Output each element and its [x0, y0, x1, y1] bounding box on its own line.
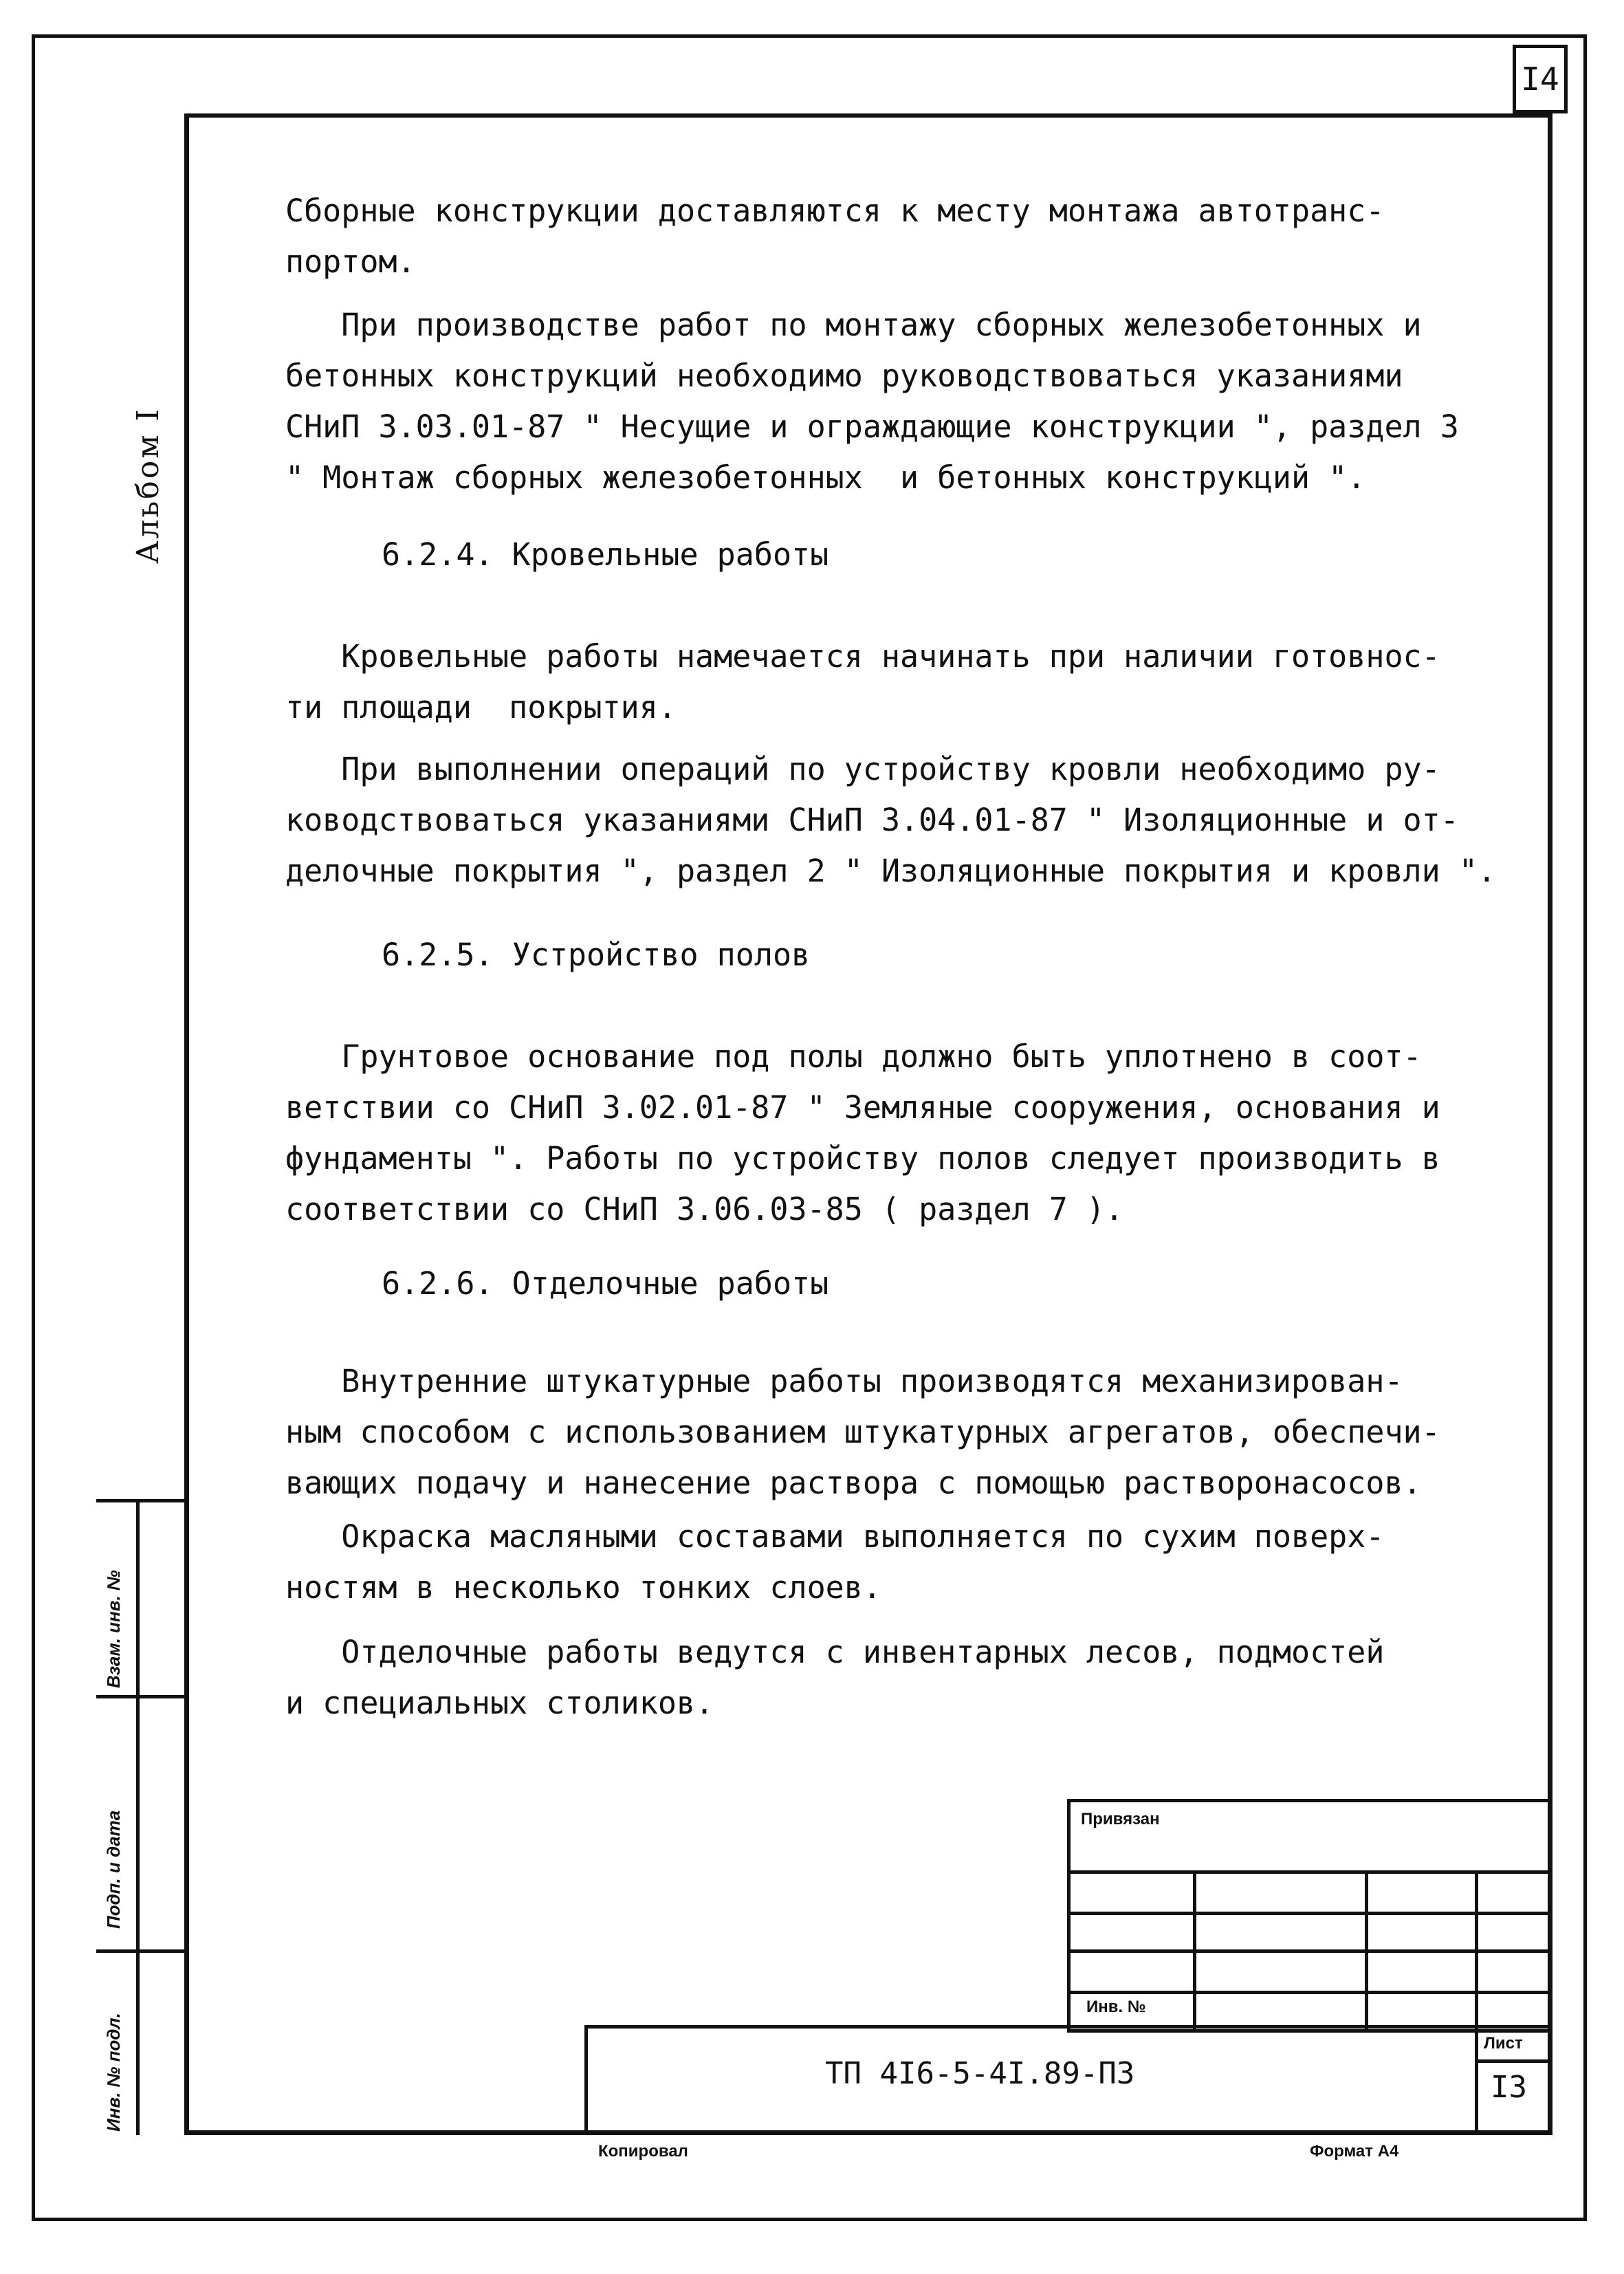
paragraph-1: Сборные конструкции доставляются к месту монтажа автотранс- портом.: [285, 193, 1385, 280]
document-code: ТП 4I6-5-4I.89-ПЗ: [825, 2056, 1135, 2091]
inv-no-label: Инв. №: [1086, 1998, 1146, 2016]
sheet-number-top: I4: [1513, 45, 1568, 113]
list-number: I3: [1491, 2070, 1527, 2105]
privyazan-label: Привязан: [1081, 1810, 1160, 1828]
album-label: Альбом I: [131, 407, 166, 564]
paragraph-5: Грунтовое основание под полы должно быть уплотнено в соот- ветствии со СНиП 3.02.01-87 " Земляные сооружения, основания и фундаменты ". Работы по устройству полов следует производить в соответствии со СНиП 3.06.03-85 ( раздел 7 ).: [285, 1038, 1440, 1227]
paragraph-4: При выполнении операций по устройству кровли необходимо ру- ководствоваться указаниями СНиП 3.04.01-87 " Изоляционные и от- делочные покрытия ", раздел 2 " Изоляционные покрытия и кровли ".: [285, 751, 1496, 889]
side-stamp: [96, 1499, 184, 2135]
heading-6-2-6: 6.2.6. Отделочные работы: [382, 1265, 829, 1302]
paragraph-3: Кровельные работы намечается начинать при наличии готовнос- ти площади покрытия.: [285, 638, 1440, 725]
heading-6-2-5: 6.2.5. Устройство полов: [382, 937, 811, 973]
vzam-inv-label: Взам. инв. №: [103, 1570, 124, 1688]
list-label: Лист: [1484, 2034, 1523, 2053]
format-label: Формат A4: [1310, 2142, 1399, 2161]
podp-data-label: Подп. и дата: [103, 1810, 124, 1929]
copied-label: Копировал: [598, 2142, 688, 2161]
inv-podl-label: Инв. № подл.: [103, 2013, 124, 2132]
paragraph-2: При производстве работ по монтажу сборных железобетонных и бетонных конструкций необходимо руководствоваться указаниями СНиП 3.03.01-87 " Несущие и ограждающие конструкции ", раздел 3 " Монтаж сборных железобетонных и бетонных конструкций ".: [285, 307, 1459, 496]
paragraph-6: Внутренние штукатурные работы производятся механизирован- ным способом с использованием штукатурных агрегатов, обеспечи- вающих подачу и нанесение раствора с помощью растворонасосов.: [285, 1363, 1440, 1501]
heading-6-2-4: 6.2.4. Кровельные работы: [382, 536, 829, 573]
paragraph-7: Окраска масляными составами выполняется по сухим поверх- ностям в несколько тонких слоев.: [285, 1518, 1385, 1606]
paragraph-8: Отделочные работы ведутся с инвентарных лесов, подмостей и специальных столиков.: [285, 1634, 1385, 1721]
